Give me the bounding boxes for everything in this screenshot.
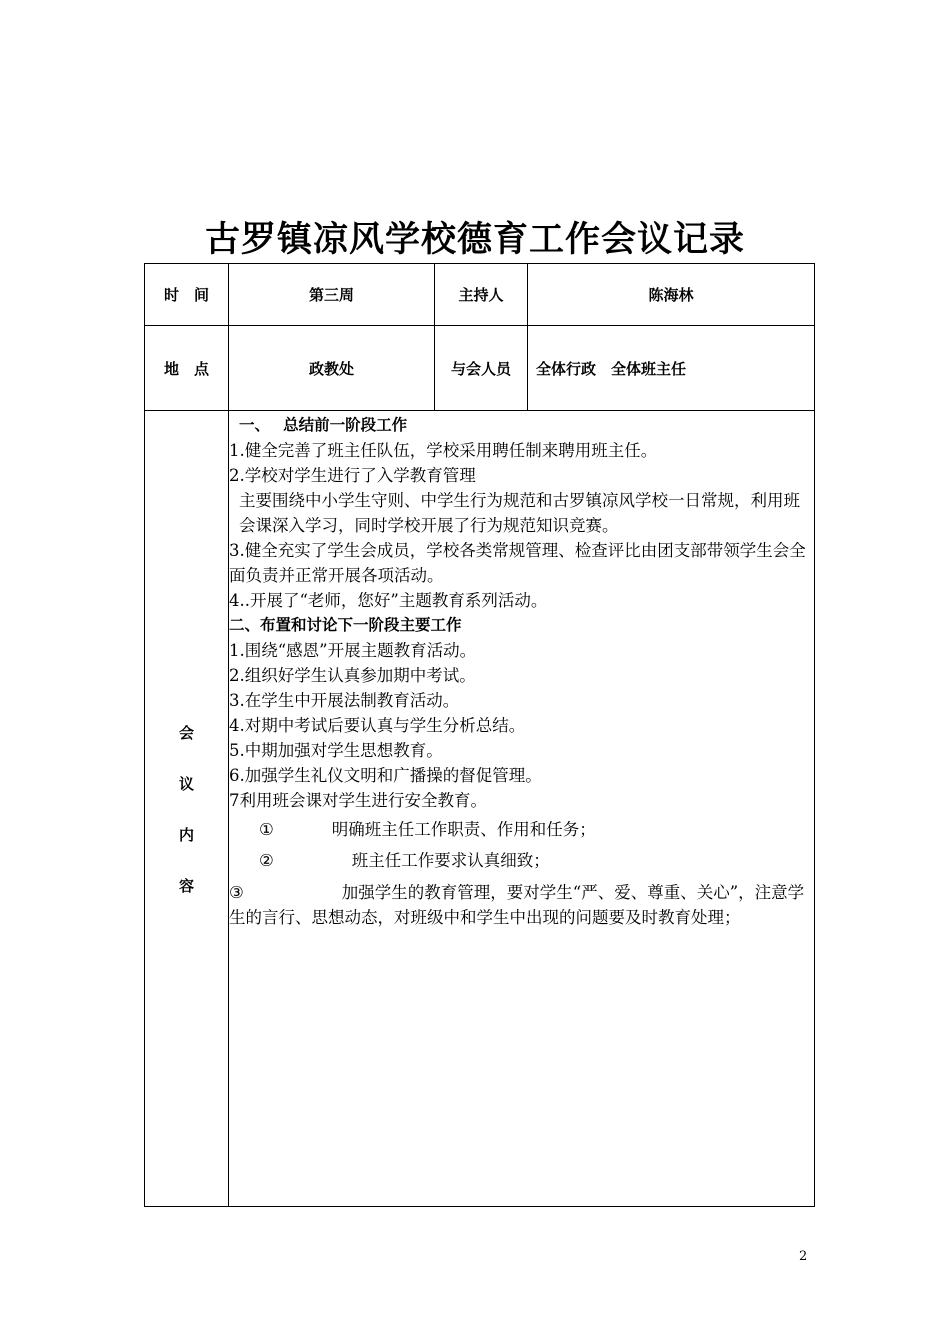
time-row bbox=[145, 264, 815, 326]
content-line: 1.围绕“感恩”开展主题教育活动。 bbox=[229, 641, 477, 660]
content-line: 4.对期中考试后要认真与学生分析总结。 bbox=[229, 716, 526, 735]
meeting-content bbox=[229, 411, 815, 1207]
content-label bbox=[145, 411, 229, 1207]
circle-item-2 bbox=[229, 848, 814, 873]
document-title: 古罗镇凉风学校德育工作会议记录 bbox=[204, 220, 745, 260]
place-value: 政教处 bbox=[229, 326, 435, 411]
place-label: 地 点 bbox=[145, 326, 229, 411]
page-number: 2 bbox=[799, 1249, 808, 1264]
section1-heading: 一、 总结前一阶段工作 bbox=[239, 416, 408, 434]
meeting-record-table bbox=[144, 263, 815, 1207]
circle-text: 加强学生的教育管理，要对学生“严、爱、尊重、关心”，注意学生的言行、思想动态，对班级中和学生中出现的问题要及时教育处理； bbox=[229, 883, 805, 927]
place-row bbox=[145, 326, 815, 411]
content-label-char: 会 bbox=[178, 723, 194, 742]
content-line: 7利用班会课对学生进行安全教育。 bbox=[229, 791, 487, 810]
circle-mark: ① bbox=[259, 820, 274, 839]
content-line: 2.学校对学生进行了入学教育管理 bbox=[229, 466, 476, 485]
content-label-char: 内 bbox=[178, 825, 194, 844]
content-label-char: 议 bbox=[178, 774, 194, 793]
circle-text: 班主任工作要求认真细致； bbox=[351, 851, 550, 870]
content-line: 1.健全完善了班主任队伍，学校采用聘任制来聘用班主任。 bbox=[229, 441, 658, 460]
circle-mark: ③ bbox=[229, 883, 244, 902]
host-label: 主持人 bbox=[435, 264, 528, 326]
section2-heading: 二、布置和讨论下一阶段主要工作 bbox=[229, 616, 462, 634]
host-value: 陈海林 bbox=[528, 264, 815, 326]
circle-text: 明确班主任工作职责、作用和任务； bbox=[331, 820, 596, 839]
circle-item-1 bbox=[229, 817, 814, 842]
content-line: 5.中期加强对学生思想教育。 bbox=[229, 741, 443, 760]
content-line: 2.组织好学生认真参加期中考试。 bbox=[229, 666, 476, 685]
content-line: 6.加强学生礼仪文明和广播操的督促管理。 bbox=[229, 766, 542, 785]
content-label-char: 容 bbox=[178, 876, 194, 895]
circle-item-3 bbox=[229, 880, 814, 930]
content-line: 3.在学生中开展法制教育活动。 bbox=[229, 691, 460, 710]
time-label: 时 间 bbox=[145, 264, 229, 326]
content-row bbox=[145, 411, 815, 1207]
circle-mark: ② bbox=[259, 851, 274, 870]
attendees-value: 全体行政 全体班主任 bbox=[528, 326, 815, 411]
content-line: 主要围绕中小学生守则、中学生行为规范和古罗镇凉风学校一日常规，利用班会课深入学习，同时学校开展了行为规范知识竞赛。 bbox=[239, 491, 800, 535]
attendees-label: 与会人员 bbox=[435, 326, 528, 411]
content-line: 4..开展了“老师，您好”主题教育系列活动。 bbox=[229, 591, 548, 610]
time-value: 第三周 bbox=[229, 264, 435, 326]
content-line: 3.健全充实了学生会成员，学校各类常规管理、检查评比由团支部带领学生会全面负责并正常开展各项活动。 bbox=[229, 541, 806, 585]
